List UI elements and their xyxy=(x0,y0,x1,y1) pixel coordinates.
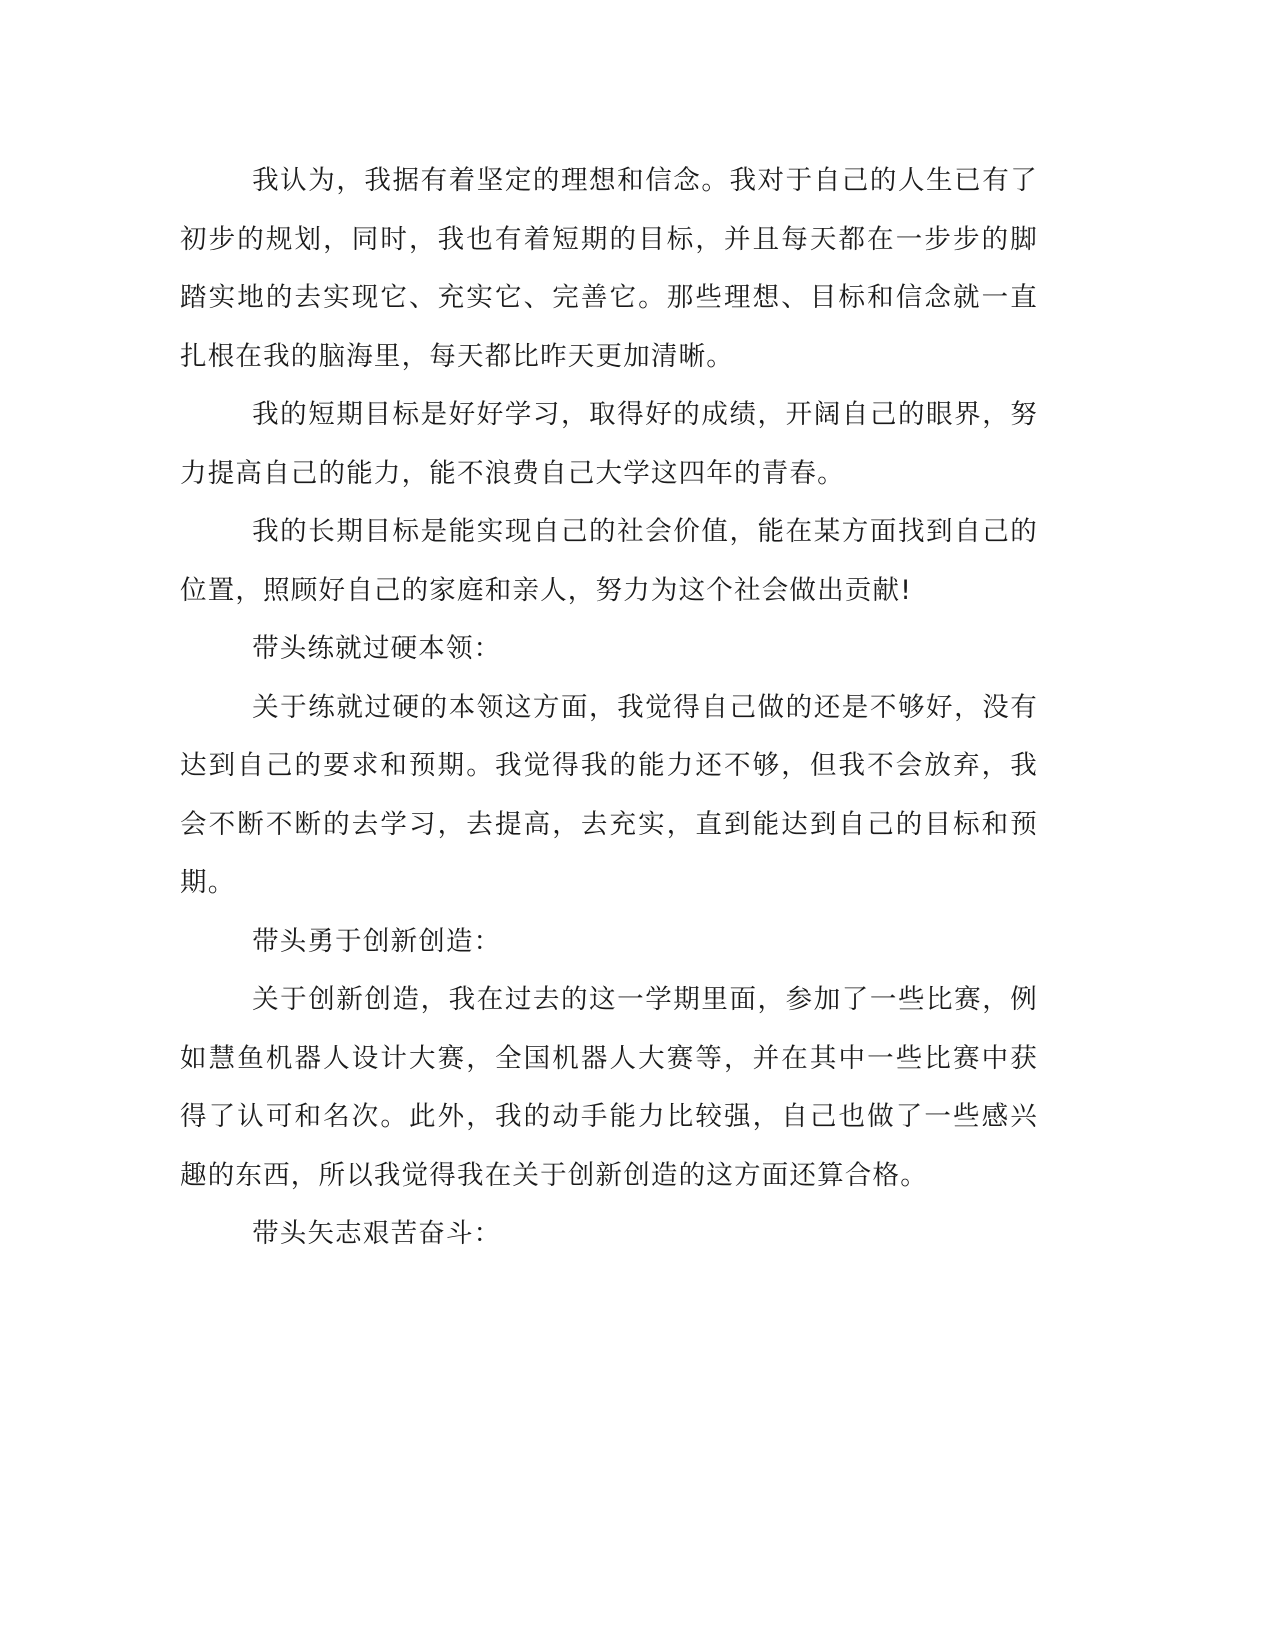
paragraph-long-term-goal: 我的长期目标是能实现自己的社会价值，能在某方面找到自己的位置，照顾好自己的家庭和亲人，努力为这个社会做出贡献! xyxy=(180,516,1038,606)
paragraph-ideals: 我认为，我据有着坚定的理想和信念。我对于自己的人生已有了初步的规划，同时，我也有着短期的目标，并且每天都在一步步的脚踏实地的去实现它、充实它、完善它。那些理想、目标和信念就一直扎根在我的脑海里，每天都比昨天更加清晰。 xyxy=(180,165,1038,372)
heading-innovation: 带头勇于创新创造： xyxy=(252,925,502,957)
paragraph-skills: 关于练就过硬的本领这方面，我觉得自己做的还是不够好，没有达到自己的要求和预期。我觉得我的能力还不够，但我不会放弃，我会不断不断的去学习，去提高，去充实，直到能达到自己的目标和预期。 xyxy=(180,691,1038,898)
heading-skills: 带头练就过硬本领： xyxy=(252,633,502,664)
paragraph-short-term-goal: 我的短期目标是好好学习，取得好的成绩，开阔自己的眼界，努力提高自己的能力，能不浪费自己大学这四年的青春。 xyxy=(180,399,1038,489)
heading-hard-work: 带头矢志艰苦奋斗： xyxy=(252,1218,502,1249)
paragraph-innovation: 关于创新创造，我在过去的这一学期里面，参加了一些比赛，例如慧鱼机器人设计大赛，全国机器人大赛等，并在其中一些比赛中获得了认可和名次。此外，我的动手能力比较强，自己也做了一些感兴趣的东西，所以我觉得我在关于创新创造的这方面还算合格。 xyxy=(180,984,1038,1191)
document-body xyxy=(180,152,1038,1264)
